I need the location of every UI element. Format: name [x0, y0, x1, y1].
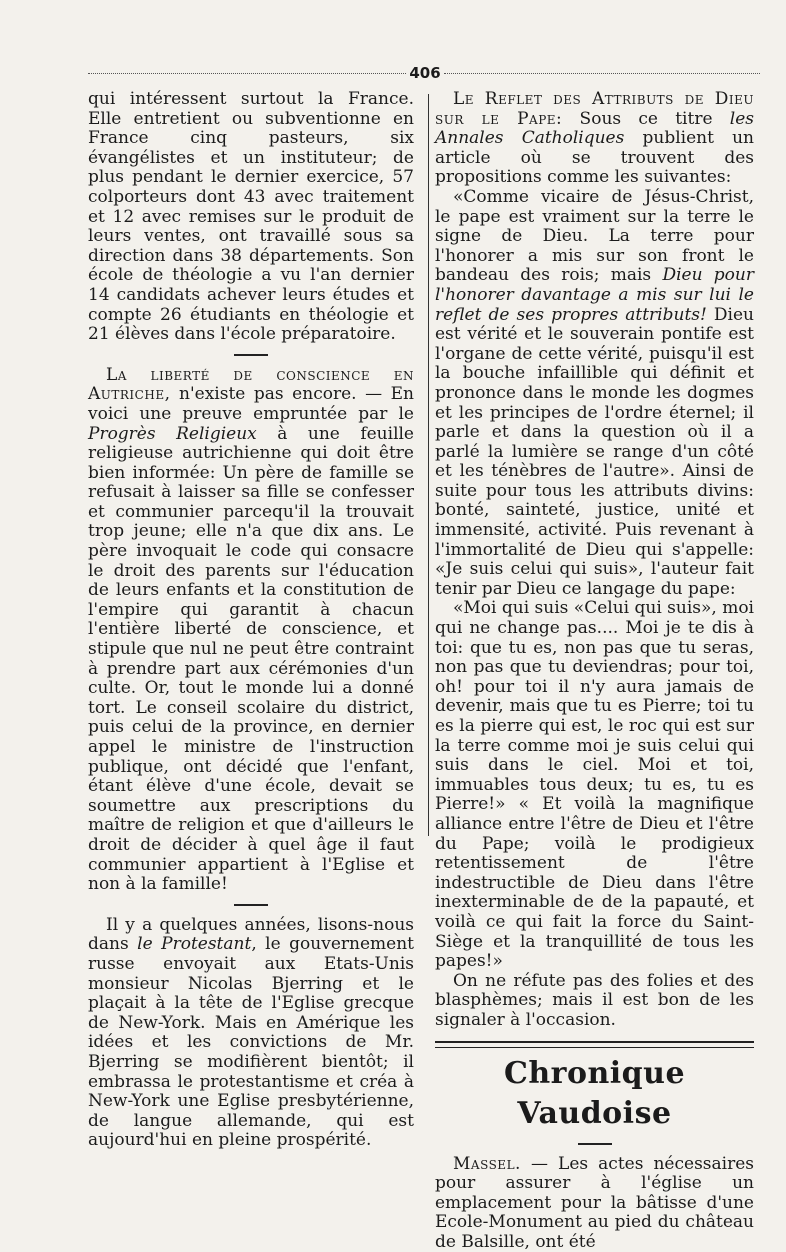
section-rule [435, 1041, 754, 1048]
quote-emphasis: Dieu pour l'honorer davantage a mis sur lui le reflet de ses propres attributs! [435, 265, 754, 324]
quote-paragraph [435, 188, 754, 599]
source-title: Progrès Religieux [88, 424, 257, 444]
article-text: , le gouvernement russe envoyait aux Etats-Unis monsieur Nicolas Bjerring et le plaçait à la tête de l'Eglise grecque de New-York. Mais en Amérique les idées et les convictions de Mr. Bjerring se modifièrent bientôt; il embrassa le protestantisme et créa à New-York une Eglise presbytérienne, de langue allemande, qui est aujourd'hui en pleine prospérité. [88, 934, 414, 1150]
article-separator [234, 904, 268, 906]
article-text: Sous ce titre [562, 109, 729, 129]
article-heading: Le Reflet des Attributs de Dieu sur le Pape: [435, 89, 754, 129]
source-title: les Annales Catholiques [435, 109, 754, 149]
article-continuation: qui intéressent surtout la France. Elle entretient ou subventionne en France cinq pasteurs, six évangélistes et un instituteur; de plus pendant le dernier exercice, 57 colporteurs dont 43 avec traitement et 12 avec remises sur le produit de leurs ventes, ont travaillé sous sa direction dans 38 départements. Son école de théologie a vu l'an dernier 14 candidats achever leurs études et compte 26 étudiants en théologie et 21 élèves dans l'école préparatoire. [88, 90, 414, 345]
source-title: le Protestant [137, 934, 251, 954]
left-column [88, 90, 414, 1151]
page-header [88, 64, 760, 84]
right-column [435, 90, 754, 1252]
quote-paragraph: «Moi qui suis «Celui qui suis», moi qui ne change pas.... Moi je te dis à toi: que tu es, non pas que tu seras, non pas que tu deviendras; pour toi, oh! pour toi il n'y aura jamais de devenir, mais que tu es Pierre; toi tu es la pierre qui est, le roc qui est sur la terre comme moi je suis celui qui suis dans le ciel. Moi et toi, immuables tous deux; tu es, tu es Pierre!» « Et voilà la magnifique alliance entre l'être de Dieu et l'être du Pape; voilà le prodigieux retentissement de l'être indestructible de Dieu dans l'être inexterminable de de la papauté, et voilà ce qui fait la force du Saint-Siège et la tranquillité de tous les papes!» [435, 599, 754, 971]
article-heading: La liberté de conscience en Autriche, [88, 365, 414, 405]
page-number: 406 [406, 64, 444, 82]
section-separator [578, 1143, 612, 1145]
article-reflet [435, 90, 754, 188]
header-rule-left [88, 73, 406, 74]
article-russia [88, 916, 414, 1151]
quote-text: Dieu est vérité et le souverain pontife est l'organe de cette vérité, puisqu'il est la bouche infaillible qui définit et prononce dans le monde les dogmes et les principes de l'ordre éternel; il parle et dans la question où il a parlé la lumière se range d'un côté et les ténèbres de l'autre». Ainsi de suite pour tous les attributs divins: bonté, sainteté, justice, unité et immensité, activité. Puis revenant à l'immortalité de Dieu qui s'appelle: «Je suis celui qui suis», l'auteur fait tenir par Dieu ce langage du pape: [435, 305, 754, 599]
quote-text: «Comme vicaire de Jésus-Christ, le pape est vraiment sur la terre le signe de Dieu. La terre pour l'honorer a mis sur son front le bandeau des rois; mais [435, 187, 754, 285]
header-rule-right [444, 73, 760, 74]
chronicle-text: — Les actes nécessaires pour assurer à l'église un emplacement pour la bâtisse d'une Ecole-Monument au pied du château de Balsille, ont été [435, 1154, 754, 1252]
column-separator [428, 94, 429, 836]
chronicle-entry [435, 1155, 754, 1252]
section-title: Chronique Vaudoise [435, 1054, 754, 1134]
article-text: n'existe pas encore. — En voici une preuve empruntée par le [88, 384, 414, 424]
article-text: publient un article où se trouvent des propositions comme les suivantes: [435, 128, 754, 187]
article-text: à une feuille religieuse autrichienne qui doit être bien informée: Un père de famille se refusait à laisser sa fille se confesser et communier parcequ'il la trouvait trop jeune; elle n'a que dix ans. Le père invoquait le code qui consacre le droit des parents sur l'éducation de leurs enfants et la constitution de l'empire qui garantit à chacun l'entière liberté de conscience, et stipule que nul ne peut être contraint à prendre part aux cérémonies d'un culte. Or, tout le monde lui a donné tort. Le conseil scolaire du district, puis celui de la province, en dernier appel le ministre de l'instruction publique, ont décidé que l'enfant, étant élève d'une école, devait se soumettre aux prescriptions du maître de religion et que d'ailleurs le droit de décider à quel âge il faut communier appartient à l'Eglise et non à la famille! [88, 424, 414, 895]
closing-remark: On ne réfute pas des folies et des blasphèmes; mais il est bon de les signaler à l'occasion. [435, 972, 754, 1031]
article-austria [88, 366, 414, 895]
place-heading: Massel. [453, 1154, 521, 1174]
article-text: Il y a quelques années, lisons-nous dans [88, 915, 414, 955]
article-separator [234, 354, 268, 356]
